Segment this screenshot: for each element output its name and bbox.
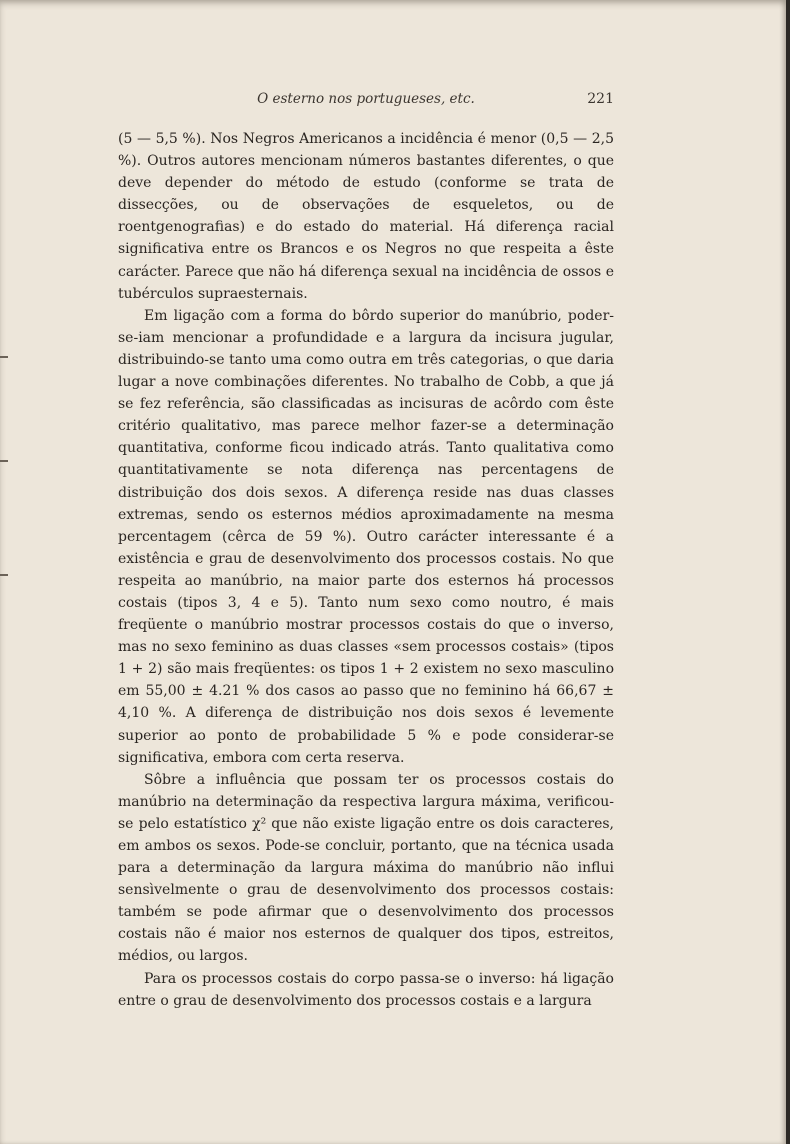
page-number: 221 <box>587 91 614 107</box>
margin-mark <box>0 460 8 462</box>
margin-mark <box>0 356 8 358</box>
paragraph: Sôbre a influência que possam ter os processos costais do manúbrio na determinação da respectiva largura máxima, verificou-se pelo estatístico χ² que não existe ligação entre os dois caracteres, em ambos os sexos. Pode-se concluir, portanto, que na técnica usada para a determinação da largura máxima do manúbrio não influi sensìvelmente o grau de desenvolvimento dos processos costais: também se pode afirmar que o desenvolvimento dos processos costais não é maior nos esternos de qualquer dos tipos, estreitos, médios, ou largos. <box>118 771 614 965</box>
margin-mark <box>0 574 8 576</box>
book-edge <box>786 0 790 1144</box>
paragraph: (5 — 5,5 %). Nos Negros Americanos a incidência é menor (0,5 — 2,5 %). Outros autores mencionam números bastantes diferentes, o que deve depender do método de estudo (conforme se trata de dissecções, ou de observações de esqueletos, ou de roentgenografias) e do estado do material. Há diferença racial significativa entre os Brancos e os Negros no que respeita a êste carácter. Parece que não há diferença sexual na incidência de ossos e tubérculos supraesternais. <box>118 131 614 302</box>
running-head <box>118 88 614 110</box>
running-title: O esterno nos portugueses, etc. <box>257 91 475 107</box>
paragraph: Em ligação com a forma do bôrdo superior do manúbrio, poder-se-iam mencionar a profundidade e a largura da incisura jugular, distribuindo-se tanto uma como outra em três categorias, o que daria lugar a nove combinações diferentes. No trabalho de Cobb, a que já se fez referência, são classificadas as incisuras de acôrdo com êste critério qualitativo, mas parece melhor fazer-se a determinação quantitativa, conforme ficou indicado atrás. Tanto qualitativa como quantitativamente se nota diferença nas percentagens de distribuição dos dois sexos. A diferença reside nas duas classes extremas, sendo os esternos médios aproximadamente na mesma percentagem (cêrca de 59 %). Outro carácter interessante é a existência e grau de desenvolvimento dos processos costais. No que respeita ao manúbrio, na maior parte dos esternos há processos costais (tipos 3, 4 e 5). Tanto num sexo como noutro, é mais freqüente o manúbrio mostrar processos costais do que o inverso, mas no sexo feminino as duas classes «sem processos costais» (tipos 1 + 2) são mais freqüentes: os tipos 1 + 2 existem no sexo masculino em 55,00 ± 4.21 % dos casos ao passo que no feminino há 66,67 ± 4,10 %. A diferença de distribuição nos dois sexos é levemente superior ao ponto de probabilidade 5 % e pode considerar-se significativa, embora com certa reserva. <box>118 307 614 766</box>
paragraph: Para os processos costais do corpo passa-se o inverso: há ligação entre o grau de desenvolvimento dos processos costais e a largura <box>118 970 614 1009</box>
body-text <box>118 128 614 1012</box>
